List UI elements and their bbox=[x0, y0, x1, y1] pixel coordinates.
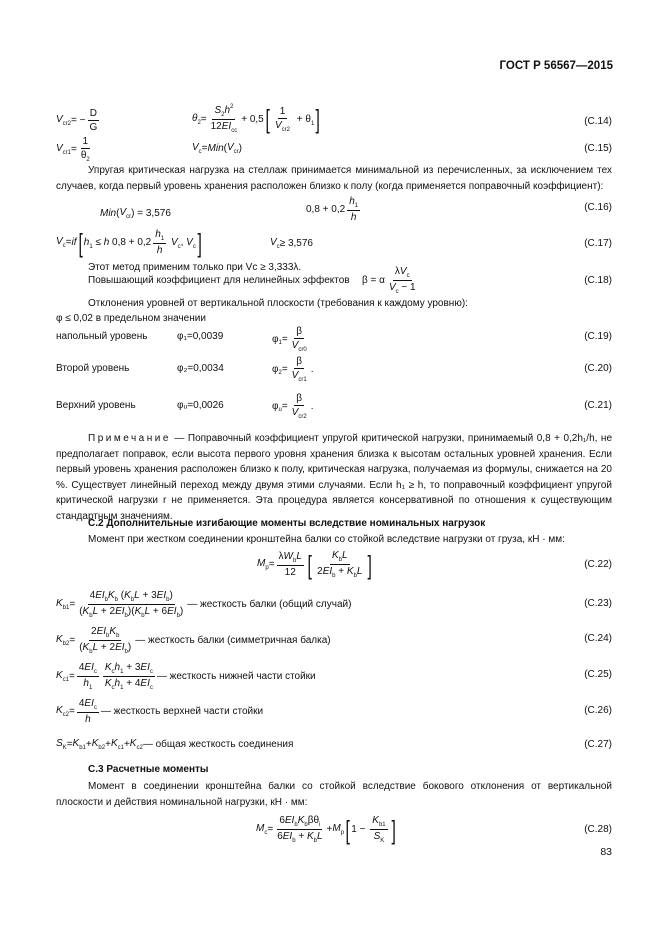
formula-c21 bbox=[272, 393, 313, 420]
equation-number: (C.24) bbox=[584, 633, 612, 644]
formula-text: ≤ bbox=[92, 237, 104, 249]
variable: $h_1$ bbox=[114, 662, 124, 675]
variable: if bbox=[71, 237, 77, 248]
numerator bbox=[393, 266, 412, 281]
fraction bbox=[387, 266, 418, 295]
numerator bbox=[212, 104, 235, 120]
formula-text: ) bbox=[169, 590, 173, 601]
equation-number: (C.15) bbox=[584, 143, 612, 154]
formula-c16 bbox=[306, 196, 362, 223]
paragraph: Этот метод применим только при Vc ≥ 3,333λ. bbox=[88, 262, 302, 273]
formula-text: − 1 bbox=[398, 282, 416, 293]
fraction bbox=[77, 590, 185, 619]
formula-text: + bbox=[295, 831, 307, 842]
formula-text: = bbox=[281, 334, 288, 345]
formula-text: = bbox=[69, 706, 75, 717]
variable: L bbox=[92, 642, 99, 653]
variable: $M_p$ bbox=[332, 823, 345, 836]
equation-number: (C.16) bbox=[584, 202, 612, 213]
variable: 1 bbox=[278, 340, 282, 346]
variable: $h_1$ bbox=[83, 237, 93, 251]
variable: $EI_b$ bbox=[115, 642, 128, 655]
bracket: ] bbox=[367, 549, 373, 580]
formula-text: βθ bbox=[307, 815, 320, 826]
variable: $K_{b2}$ bbox=[56, 634, 70, 647]
formula-c23 bbox=[56, 590, 351, 619]
variable: $V_c$ bbox=[56, 236, 66, 249]
denominator bbox=[103, 677, 155, 691]
equation-number: (C.19) bbox=[584, 331, 612, 342]
formula-text: = bbox=[66, 739, 73, 750]
variable: $K_b$ bbox=[108, 590, 119, 603]
formula-c25 bbox=[56, 662, 316, 691]
variable: $V_{cr1}$ bbox=[291, 370, 307, 383]
formula-text: + bbox=[123, 739, 130, 750]
denominator bbox=[290, 406, 309, 420]
level-value: φᵤ=0,0026 bbox=[177, 400, 224, 411]
variable: $K_b$ bbox=[82, 642, 93, 655]
variable: $S_K$ bbox=[56, 738, 67, 751]
variable: L bbox=[296, 551, 302, 562]
numerator bbox=[88, 108, 99, 121]
variable: $h_1$ bbox=[155, 229, 165, 242]
formula-text: = bbox=[201, 143, 208, 154]
variable: $EI_b$ bbox=[156, 590, 170, 603]
formula-text: φ bbox=[272, 364, 279, 375]
formula-text: 1 bbox=[82, 136, 89, 147]
denominator bbox=[387, 281, 418, 295]
fraction bbox=[77, 626, 133, 655]
variable: $V_{cr0}$ bbox=[291, 340, 307, 353]
equation-number: (C.26) bbox=[584, 705, 612, 716]
numerator bbox=[81, 136, 91, 149]
fraction bbox=[290, 356, 309, 383]
formula-c18 bbox=[362, 266, 420, 295]
formula-text: + 4 bbox=[123, 678, 141, 689]
numerator bbox=[88, 590, 175, 605]
note: Примечание — Поправочный коэффициент упругой критической нагрузки, принимаемый 0,8 + 0,2h₁/h, не предполагает поправок, если высота первого уровня хранения близка к высотам остальных уровней хранения. Если первый уровень хранения расположен близко к полу, критическая нагрузка, получаемая из формулы, снижается на 20 %. Существует линейный переход между двумя этими случаями. Если h₁ ≥ h, то поправочный коэффициент упругой критической нагрузки r не применяется. Эта процедура является консервативной по отношения к существующим стандартным значениям. bbox=[56, 433, 612, 522]
variable: $EI_b$ bbox=[96, 626, 110, 639]
formula-text: φ bbox=[272, 401, 279, 412]
fraction bbox=[77, 698, 99, 725]
formula-text: + 0,5 bbox=[241, 113, 264, 125]
denominator bbox=[275, 830, 324, 844]
fraction bbox=[347, 196, 360, 223]
variable: $EI_{cc}$ bbox=[221, 121, 238, 134]
formula-text: 4 bbox=[78, 698, 85, 709]
formula-text: = bbox=[281, 401, 288, 412]
denominator bbox=[77, 641, 133, 655]
numerator bbox=[277, 815, 322, 830]
equation-number: (C.27) bbox=[584, 739, 612, 750]
bracket: [ bbox=[345, 814, 350, 845]
variable: $V_{cr2}$ bbox=[274, 119, 290, 133]
variable: $EI_b$ bbox=[282, 831, 296, 844]
paragraph: φ ≤ 0,02 в предельном значении bbox=[56, 313, 206, 324]
variable: $EI_b$ bbox=[322, 566, 336, 579]
formula-c26 bbox=[56, 698, 263, 725]
formula-text: ) bbox=[179, 606, 184, 617]
formula-text: β = α bbox=[362, 275, 385, 286]
level-value: φ₂=0,0034 bbox=[177, 363, 224, 374]
variable: h bbox=[156, 245, 163, 256]
formula-text: ≥ 3,576 bbox=[279, 238, 313, 249]
formula-text: β bbox=[296, 356, 303, 367]
variable: $K_b$ bbox=[297, 815, 308, 828]
numerator bbox=[294, 356, 304, 369]
bracket-group bbox=[264, 106, 322, 133]
formula-c24 bbox=[56, 626, 331, 655]
variable: 2 bbox=[86, 157, 90, 163]
variable: $EI_b$ bbox=[167, 606, 180, 619]
formula-text: 4 bbox=[78, 662, 85, 673]
equation-number: (C.23) bbox=[584, 598, 612, 609]
level-label: напольный уровень bbox=[56, 331, 148, 342]
formula-text: 12 bbox=[210, 121, 222, 132]
fraction bbox=[103, 662, 155, 691]
formula-c27 bbox=[56, 738, 293, 751]
formula-c15-right bbox=[192, 142, 242, 155]
fraction bbox=[79, 136, 92, 163]
equation-number: (C.28) bbox=[584, 824, 612, 835]
numerator bbox=[277, 551, 304, 566]
paragraph: Момент в соединении кронштейна балки со стойкой вследствие бокового отклонения от вертикальной плоскости и действия номинальной нагрузки, кН · мм: bbox=[56, 781, 612, 808]
variable: $V_{cr2}$ bbox=[291, 407, 307, 420]
variable: $K_{c1}$ bbox=[56, 670, 70, 683]
formula-text: ( bbox=[79, 606, 83, 617]
variable: $K_c$ bbox=[104, 662, 115, 675]
fraction bbox=[275, 815, 324, 844]
formula-text: = bbox=[268, 559, 275, 570]
variable: 2 bbox=[278, 370, 282, 376]
formula-text: = bbox=[267, 824, 274, 835]
formula-text: = bbox=[69, 671, 75, 682]
variable: $K_b$ bbox=[306, 831, 317, 844]
fraction bbox=[290, 326, 309, 353]
variable: $EI_b$ bbox=[95, 590, 108, 603]
equation-number: (C.25) bbox=[584, 669, 612, 680]
bracket: ] bbox=[315, 104, 321, 134]
denominator bbox=[283, 566, 298, 578]
bracket-content bbox=[313, 550, 366, 579]
numerator bbox=[330, 550, 350, 565]
formula-text: 0,8 + 0,2 bbox=[306, 204, 346, 215]
variable: h bbox=[103, 237, 110, 249]
level-value: φ₁=0,0039 bbox=[177, 331, 224, 342]
variable: $K_b$ bbox=[82, 606, 93, 619]
variable: L bbox=[316, 831, 323, 842]
variable: $EI_b$ bbox=[115, 606, 128, 619]
denominator bbox=[372, 830, 387, 844]
numerator bbox=[77, 662, 99, 677]
variable: 1 bbox=[310, 120, 315, 127]
denominator bbox=[290, 339, 309, 353]
formula-text: — общая жесткость соединения bbox=[142, 739, 294, 750]
formula-c14-right bbox=[192, 104, 322, 134]
section-title: C.3 Расчетные моменты bbox=[88, 764, 209, 775]
formula-text: 4 bbox=[89, 590, 96, 601]
formula-c22 bbox=[257, 550, 374, 579]
formula-text: + bbox=[326, 824, 333, 835]
formula-text: β bbox=[296, 326, 303, 337]
formula-text: + bbox=[335, 566, 347, 577]
variable: $K_{b1}$ bbox=[72, 738, 86, 751]
variable: $V_{cr2}$ bbox=[56, 114, 72, 127]
fraction bbox=[77, 662, 99, 691]
formula-text: . bbox=[310, 364, 314, 375]
formula-text: — жесткость верхней части стойки bbox=[100, 706, 264, 717]
formula-text: 6 bbox=[279, 815, 285, 826]
variable: $V_c$ bbox=[399, 266, 410, 279]
denominator bbox=[87, 121, 99, 133]
variable: $V_c$ bbox=[186, 237, 196, 251]
equation-number: (C.21) bbox=[584, 400, 612, 411]
denominator bbox=[79, 149, 92, 163]
variable: $V_c$ bbox=[388, 282, 399, 295]
formula-text: ( bbox=[118, 590, 125, 601]
equation-number: (C.20) bbox=[584, 363, 612, 374]
formula-c17-left bbox=[56, 229, 203, 256]
formula-text: + 6 bbox=[150, 606, 168, 617]
formula-text: = bbox=[69, 599, 76, 610]
formula-text: = − bbox=[71, 115, 86, 126]
formula-text: + 2 bbox=[98, 606, 116, 617]
formula-text: + θ bbox=[293, 113, 311, 125]
formula-text: 2 bbox=[91, 626, 97, 637]
numerator bbox=[153, 229, 166, 244]
variable: L bbox=[134, 590, 140, 601]
formula-text: φ bbox=[272, 334, 279, 345]
variable: $EI_c$ bbox=[140, 662, 153, 675]
formula-text: 12 bbox=[284, 567, 296, 578]
equation-number: (C.14) bbox=[584, 116, 612, 127]
formula-c20 bbox=[272, 356, 313, 383]
bracket-group bbox=[77, 229, 204, 256]
variable: $K_{b1}$ bbox=[56, 598, 70, 611]
equation-number: (C.18) bbox=[584, 275, 612, 286]
variable: $S_K$ bbox=[373, 831, 385, 844]
formula-text: = bbox=[200, 113, 207, 125]
variable: u bbox=[278, 407, 282, 413]
variable: $K_{c1}$ bbox=[110, 738, 124, 751]
variable: $K_b$ bbox=[109, 626, 120, 639]
variable: $h_1$ bbox=[114, 678, 124, 691]
variable: $K_c$ bbox=[104, 678, 115, 691]
numerator bbox=[103, 662, 155, 677]
formula-text: = bbox=[71, 144, 77, 155]
formula-text: + bbox=[85, 739, 92, 750]
bracket-content bbox=[271, 106, 314, 133]
bracket-group bbox=[344, 815, 397, 844]
bracket: [ bbox=[77, 227, 83, 258]
formula-text: λ bbox=[394, 266, 400, 277]
equation-number: (C.22) bbox=[584, 559, 612, 570]
formula-text: — жесткость балки (симметричная балка) bbox=[135, 635, 331, 646]
numerator bbox=[77, 698, 99, 713]
variable: $EI_b$ bbox=[284, 815, 298, 828]
bracket: [ bbox=[265, 104, 270, 134]
formula-text: + 3 bbox=[139, 590, 157, 601]
formula-text: , bbox=[180, 237, 187, 249]
formula-c14-left bbox=[56, 108, 101, 133]
fraction bbox=[87, 108, 99, 133]
variable: $M_p$ bbox=[257, 558, 269, 571]
bracket-content bbox=[351, 815, 389, 844]
formula-text: ( bbox=[79, 642, 83, 653]
formula-c15-left bbox=[56, 136, 94, 163]
variable: $h^2$ bbox=[224, 104, 234, 116]
formula-text: — жесткость балки (общий случай) bbox=[187, 599, 352, 610]
formula-text: = bbox=[69, 635, 76, 646]
bracket: [ bbox=[307, 549, 312, 580]
variable: $S_2$ bbox=[214, 105, 225, 118]
variable: L bbox=[356, 566, 363, 577]
numerator bbox=[278, 106, 288, 119]
fraction bbox=[290, 393, 309, 420]
formula-text: 6 bbox=[277, 831, 283, 842]
formula-c18-label: Повышающий коэффициент для нелинейных эффектов bbox=[88, 275, 350, 286]
fraction bbox=[273, 106, 292, 133]
formula-text: = bbox=[281, 364, 288, 375]
variable: Min bbox=[207, 143, 224, 154]
bracket: ] bbox=[391, 814, 396, 845]
variable: L bbox=[342, 550, 348, 561]
denominator bbox=[349, 211, 359, 223]
fraction bbox=[277, 551, 304, 578]
formula-text: ( bbox=[223, 143, 227, 154]
bracket-content bbox=[84, 229, 196, 256]
variable: $K_{c2}$ bbox=[129, 738, 143, 751]
level-label: Второй уровень bbox=[56, 363, 130, 374]
variable: $K_{b2}$ bbox=[91, 738, 106, 751]
formula-text: ) = 3,576 bbox=[131, 208, 171, 219]
variable: $K_{b1}$ bbox=[372, 815, 386, 828]
equation-number: (C.17) bbox=[584, 238, 612, 249]
variable: $EI_c$ bbox=[84, 662, 97, 675]
formula-text: + 2 bbox=[98, 642, 116, 653]
variable: Min bbox=[100, 208, 117, 219]
variable: h bbox=[350, 212, 357, 223]
variable: $V_{cr1}$ bbox=[56, 143, 72, 156]
formula-text: ( bbox=[116, 208, 120, 219]
document-id: ГОСТ Р 56567—2015 bbox=[499, 60, 613, 72]
variable: $EI_c$ bbox=[140, 678, 153, 691]
variable: $K_b$ bbox=[124, 590, 135, 603]
formula-text: 0,8 + 0,2 bbox=[109, 237, 152, 249]
formula-text: 1 − bbox=[351, 824, 369, 836]
denominator bbox=[315, 565, 364, 579]
formula-text: θ bbox=[80, 150, 87, 161]
variable: $V_c$ bbox=[270, 237, 280, 250]
formula-text: β bbox=[296, 393, 303, 404]
formula-text: . bbox=[310, 401, 314, 412]
numerator bbox=[347, 196, 360, 211]
section-title: C.2 Дополнительные изгибающие моменты вследствие номинальных нагрузок bbox=[88, 518, 486, 529]
fraction bbox=[209, 104, 240, 134]
denominator bbox=[209, 120, 240, 134]
denominator bbox=[290, 369, 309, 383]
numerator bbox=[89, 626, 121, 641]
variable: $V_c$ bbox=[170, 237, 181, 251]
page-number: 83 bbox=[600, 846, 612, 858]
formula-text: — жесткость нижней части стойки bbox=[156, 671, 316, 682]
denominator bbox=[77, 605, 185, 619]
variable: $EI_c$ bbox=[84, 698, 97, 711]
formula-text: + 3 bbox=[123, 662, 141, 673]
formula-text: = bbox=[65, 237, 72, 248]
fraction bbox=[315, 550, 364, 579]
variable: $K_b$ bbox=[332, 550, 343, 563]
variable: h bbox=[85, 714, 91, 725]
note-label: Примечание bbox=[88, 433, 171, 444]
variable: $V_{cr}$ bbox=[119, 207, 132, 220]
variable: $K_{c2}$ bbox=[56, 705, 70, 718]
formula-c17-right bbox=[270, 237, 313, 250]
denominator bbox=[155, 244, 165, 256]
formula-text: G bbox=[89, 122, 98, 133]
variable: $V_{cr}$ bbox=[226, 142, 239, 155]
variable: $h_1$ bbox=[349, 196, 359, 209]
paragraph: Упругая критическая нагрузка на стеллаж принимается минимальной из перечисленных, за исключением тех случаев, когда первый уровень хранения расположен близко к полу (когда применяется поправочный коэффициент): bbox=[56, 165, 612, 192]
formula-c28 bbox=[256, 815, 397, 844]
formula-text: D bbox=[89, 108, 97, 119]
fraction bbox=[370, 815, 387, 844]
level-label: Верхний уровень bbox=[56, 400, 136, 411]
numerator bbox=[294, 326, 304, 339]
paragraph: Момент при жестком соединении кронштейна балки со стойкой вследствие нагрузки от груза, кН · мм: bbox=[88, 534, 565, 545]
formula-text: + bbox=[105, 739, 111, 750]
denominator bbox=[83, 713, 93, 725]
fraction bbox=[153, 229, 166, 256]
variable: $h_1$ bbox=[83, 678, 93, 691]
variable: $K_b$ bbox=[346, 566, 357, 579]
formula-text: 1 bbox=[279, 105, 286, 117]
bracket-group bbox=[306, 550, 374, 579]
formula-c19 bbox=[272, 326, 311, 353]
formula-text: 2 bbox=[317, 566, 323, 577]
variable: $W_b$ bbox=[283, 551, 297, 564]
denominator bbox=[273, 119, 292, 133]
numerator bbox=[370, 815, 387, 830]
variable: L bbox=[144, 606, 151, 617]
variable: $K_b$ bbox=[134, 606, 145, 619]
paragraph: Отклонения уровней от вертикальной плоскости (требования к каждому уровню): bbox=[88, 298, 468, 309]
variable: $M_c$ bbox=[256, 823, 268, 836]
variable: i bbox=[319, 822, 321, 828]
variable: L bbox=[92, 606, 99, 617]
formula-min bbox=[100, 207, 171, 220]
bracket: ] bbox=[197, 227, 202, 258]
formula-text: ) bbox=[238, 143, 242, 154]
formula-text: λ bbox=[278, 551, 284, 562]
numerator bbox=[294, 393, 304, 406]
formula-text: )( bbox=[127, 606, 135, 617]
variable: $\theta_2$ bbox=[192, 112, 201, 126]
denominator bbox=[81, 677, 94, 691]
formula-text: ) bbox=[127, 642, 132, 653]
variable: $V_c$ bbox=[192, 142, 202, 155]
